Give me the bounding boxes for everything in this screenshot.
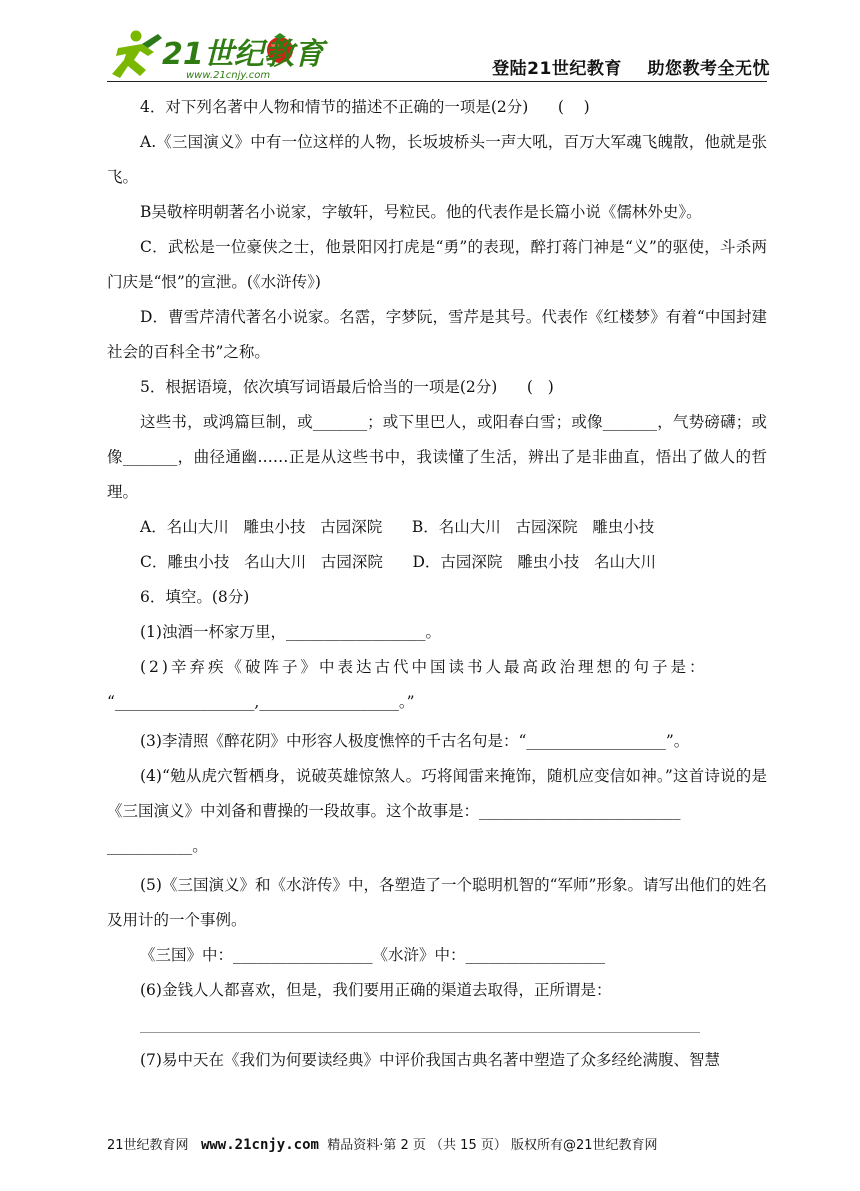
- q6-item-7: (7)易中天在《我们为何要读经典》中评价我国古典名著中塑造了众多经纶满腹、智慧: [140, 1051, 720, 1069]
- logo-text: 21世纪教育: [162, 37, 324, 72]
- q4-stem: 4．对下列名著中人物和情节的描述不正确的一项是(2分) ( ): [140, 98, 590, 116]
- header-divider: [107, 81, 767, 82]
- q6-item-3: (3)李清照《醉花阴》中形容人极度憔悴的千古名句是：“__________________”。: [140, 732, 690, 750]
- page-footer: [107, 1134, 658, 1153]
- q6-item-5-blanks: 《三国》中：__________________《水浒》中：__________________: [140, 946, 606, 964]
- q6-item-2-blanks: “__________________,__________________。”: [107, 693, 415, 711]
- footer-url[interactable]: www.21cnjy.com: [200, 1137, 319, 1153]
- q6-item-5: (5)《三国演义》和《水浒传》中，各塑造了一个聪明机智的“军师”形象。请写出他们的姓名及用计的一个事例。: [107, 876, 767, 929]
- document-body: [107, 90, 767, 1078]
- q5-stem: 5．根据语境，依次填写词语最后恰当的一项是(2分) ( ): [140, 378, 554, 396]
- q4-option-d: D．曹雪芹清代著名小说家。名霑，字梦阮，雪芹是其号。代表作《红楼梦》有着“中国封建社会的百科全书”之称。: [107, 308, 767, 361]
- site-logo[interactable]: [98, 26, 398, 82]
- q4-option-a: A.《三国演义》中有一位这样的人物，长坂坡桥头一声大吼，百万大军魂飞魄散，他就是张飞。: [107, 133, 767, 186]
- footer-page-info: 精品资料·第 2 页 （共 15 页） 版权所有@21世纪教育网: [327, 1138, 658, 1153]
- q6-item-4: (4)“勉从虎穴暂栖身，说破英雄惊煞人。巧将闻雷来掩饰，随机应变信如神。”这首诗说的是《三国演义》中刘备和曹操的一段故事。这个故事是：__________________________: [107, 767, 767, 820]
- page-header: [90, 20, 770, 84]
- q6-item-2: (2)辛弃疾《破阵子》中表达古代中国读书人最高政治理想的句子是：: [140, 658, 708, 676]
- q6-item-6-answer-line: [140, 1018, 700, 1033]
- logo-url: www.21cnjy.com: [186, 70, 271, 81]
- running-figure-icon: [112, 31, 162, 79]
- q6-item-4-continued: ___________。: [107, 837, 208, 855]
- q6-stem: 6．填空。(8分): [140, 588, 250, 606]
- q5-options-row1: A．名山大川 雕虫小技 古园深院 B．名山大川 古园深院 雕虫小技: [140, 518, 655, 536]
- q4-option-c: C．武松是一位豪侠之士，他景阳冈打虎是“勇”的表现，醉打蒋门神是“义”的驱使，斗杀两门庆是“恨”的宣泄。(《水浒传》): [107, 238, 767, 291]
- q6-item-1: (1)浊酒一杯家万里，__________________。: [140, 623, 441, 641]
- header-slogan: 登陆21世纪教育 助您教考全无忧: [492, 59, 770, 79]
- q4-option-b: B吴敬梓明朝著名小说家，字敏轩，号粒民。他的代表作是长篇小说《儒林外史》。: [140, 203, 702, 221]
- q6-item-6: (6)金钱人人都喜欢，但是，我们要用正确的渠道去取得，正所谓是：: [140, 981, 612, 999]
- q5-options-row2: C．雕虫小技 名山大川 古园深院 D．古园深院 雕虫小技 名山大川: [140, 553, 656, 571]
- q5-passage: 这些书，或鸿篇巨制，或_______；或下里巴人，或阳春白雪；或像_______，气势磅礴；或像_______，曲径通幽……正是从这些书中，我读懂了生活，辨出了是非曲直，悟出了做人的哲理。: [107, 413, 767, 501]
- footer-site-name: 21世纪教育网: [107, 1138, 189, 1153]
